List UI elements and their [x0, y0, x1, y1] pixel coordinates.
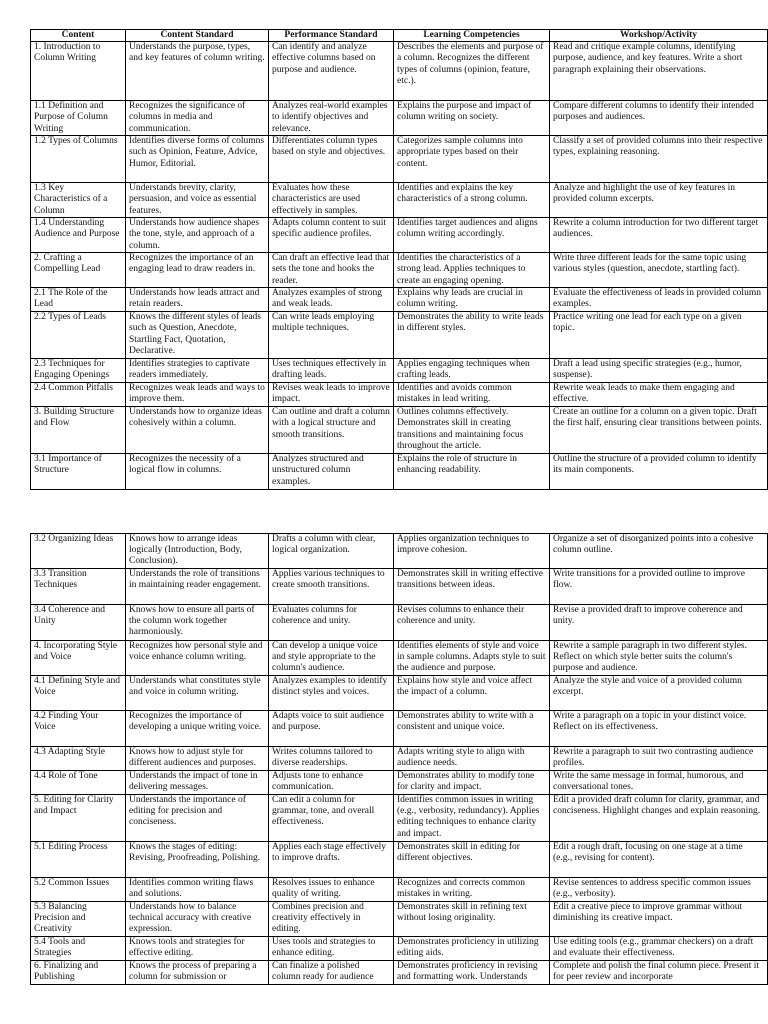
content-standard-cell: Recognizes the importance of developing a unique writing voice. — [126, 711, 269, 747]
content-standard-cell: Understands how to balance technical accuracy with creative expression. — [126, 902, 269, 937]
learning-competencies-cell: Identifies target audiences and aligns column writing accordingly. — [394, 218, 550, 253]
workshop-activity-cell: Practice writing one lead for each type on a given topic. — [550, 312, 768, 359]
workshop-activity-cell: Edit a rough draft, focusing on one stage at a time (e.g., revising for content). — [550, 842, 768, 878]
subtopic-row — [31, 136, 768, 183]
content-standard-cell: Knows how to ensure all parts of the column work together harmoniously. — [126, 605, 269, 641]
content-standard-cell: Recognizes the necessity of a logical flow in columns. — [126, 454, 269, 490]
content-cell: 3.1 Importance of Structure — [31, 454, 126, 490]
workshop-activity-cell: Edit a creative piece to improve grammar without diminishing its creative impact. — [550, 902, 768, 937]
performance-standard-cell: Can finalize a polished column ready for audience — [269, 961, 394, 985]
learning-competencies-cell: Identifies and explains the key characteristics of a strong column. — [394, 183, 550, 218]
curriculum-table-page-2 — [30, 533, 768, 985]
subtopic-row — [31, 359, 768, 383]
subtopic-row — [31, 183, 768, 218]
content-cell: 4.1 Defining Style and Voice — [31, 676, 126, 711]
content-cell: 1.1 Definition and Purpose of Column Writing — [31, 101, 126, 136]
table-body — [31, 42, 768, 490]
content-standard-cell: Understands the purpose, types, and key features of column writing. — [126, 42, 269, 101]
content-cell: 4.3 Adapting Style — [31, 747, 126, 771]
learning-competencies-cell: Demonstrates skill in writing effective transitions between ideas. — [394, 569, 550, 605]
subtopic-row — [31, 937, 768, 961]
content-cell: 3.2 Organizing Ideas — [31, 534, 126, 569]
learning-competencies-cell: Demonstrates the ability to write leads in different styles. — [394, 312, 550, 359]
performance-standard-cell: Evaluates columns for coherence and unity. — [269, 605, 394, 641]
workshop-activity-cell: Write three different leads for the same topic using various styles (question, anecdote, startling fact). — [550, 253, 768, 288]
subtopic-row — [31, 218, 768, 253]
content-cell: 5.2 Common Issues — [31, 878, 126, 902]
header-performance-standard: Performance Standard — [269, 30, 394, 42]
learning-competencies-cell: Identifies and avoids common mistakes in lead writing. — [394, 383, 550, 407]
content-standard-cell: Identifies diverse forms of columns such as Opinion, Feature, Advice, Humor, Editorial. — [126, 136, 269, 183]
workshop-activity-cell: Organize a set of disorganized points into a cohesive column outline. — [550, 534, 768, 569]
learning-competencies-cell: Explains the role of structure in enhancing readability. — [394, 454, 550, 490]
workshop-activity-cell: Read and critique example columns, identifying purpose, audience, and key features. Write a short paragraph explaining their observations. — [550, 42, 768, 101]
content-standard-cell: Understands how audience shapes the tone, style, and approach of a column. — [126, 218, 269, 253]
table-header-row — [31, 30, 768, 42]
performance-standard-cell: Can identify and analyze effective columns based on purpose and audience. — [269, 42, 394, 101]
content-standard-cell: Identifies strategies to captivate readers immediately. — [126, 359, 269, 383]
content-cell: 2.4 Common Pitfalls — [31, 383, 126, 407]
topic-row — [31, 641, 768, 676]
content-cell: 2.3 Techniques for Engaging Openings — [31, 359, 126, 383]
content-cell: 4.4 Role of Tone — [31, 771, 126, 795]
learning-competencies-cell: Explains why leads are crucial in column writing. — [394, 288, 550, 312]
subtopic-row — [31, 288, 768, 312]
topic-row — [31, 407, 768, 454]
performance-standard-cell: Can write leads employing multiple techniques. — [269, 312, 394, 359]
content-cell: 3.4 Coherence and Unity — [31, 605, 126, 641]
content-cell: 1. Introduction to Column Writing — [31, 42, 126, 101]
content-standard-cell: Recognizes weak leads and ways to improve them. — [126, 383, 269, 407]
content-standard-cell: Identifies common writing flaws and solutions. — [126, 878, 269, 902]
performance-standard-cell: Analyzes structured and unstructured column examples. — [269, 454, 394, 490]
workshop-activity-cell: Rewrite a column introduction for two different target audiences. — [550, 218, 768, 253]
content-standard-cell: Understands how leads attract and retain readers. — [126, 288, 269, 312]
table-body — [31, 534, 768, 985]
workshop-activity-cell: Complete and polish the final column piece. Present it for peer review and incorporate — [550, 961, 768, 985]
subtopic-row — [31, 383, 768, 407]
workshop-activity-cell: Compare different columns to identify their intended purposes and audiences. — [550, 101, 768, 136]
content-cell: 3. Building Structure and Flow — [31, 407, 126, 454]
performance-standard-cell: Uses techniques effectively in drafting leads. — [269, 359, 394, 383]
learning-competencies-cell: Revises columns to enhance their coherence and unity. — [394, 605, 550, 641]
content-cell: 5.4 Tools and Strategies — [31, 937, 126, 961]
content-standard-cell: Knows how to adjust style for different audiences and purposes. — [126, 747, 269, 771]
content-standard-cell: Understands the importance of editing for precision and conciseness. — [126, 795, 269, 842]
performance-standard-cell: Differentiates column types based on style and objectives. — [269, 136, 394, 183]
learning-competencies-cell: Demonstrates skill in refining text without losing originality. — [394, 902, 550, 937]
learning-competencies-cell: Demonstrates ability to modify tone for clarity and impact. — [394, 771, 550, 795]
workshop-activity-cell: Revise sentences to address specific common issues (e.g., verbosity). — [550, 878, 768, 902]
subtopic-row — [31, 842, 768, 878]
content-standard-cell: Knows tools and strategies for effective editing. — [126, 937, 269, 961]
learning-competencies-cell: Demonstrates proficiency in revising and formatting work. Understands — [394, 961, 550, 985]
subtopic-row — [31, 902, 768, 937]
workshop-activity-cell: Rewrite a sample paragraph in two different styles. Reflect on which style better suits the column's purpose and audience. — [550, 641, 768, 676]
learning-competencies-cell: Explains the purpose and impact of column writing on society. — [394, 101, 550, 136]
subtopic-row — [31, 878, 768, 902]
subtopic-row — [31, 534, 768, 569]
performance-standard-cell: Combines precision and creativity effectively in editing. — [269, 902, 394, 937]
workshop-activity-cell: Outline the structure of a provided column to identify its main components. — [550, 454, 768, 490]
content-cell: 1.3 Key Characteristics of a Column — [31, 183, 126, 218]
workshop-activity-cell: Rewrite a paragraph to suit two contrasting audience profiles. — [550, 747, 768, 771]
performance-standard-cell: Uses tools and strategies to enhance editing. — [269, 937, 394, 961]
header-content: Content — [31, 30, 126, 42]
performance-standard-cell: Analyzes real-world examples to identify objectives and relevance. — [269, 101, 394, 136]
subtopic-row — [31, 605, 768, 641]
content-cell: 2.2 Types of Leads — [31, 312, 126, 359]
performance-standard-cell: Analyzes examples to identify distinct styles and voices. — [269, 676, 394, 711]
learning-competencies-cell: Demonstrates proficiency in utilizing editing aids. — [394, 937, 550, 961]
content-cell: 3.3 Transition Techniques — [31, 569, 126, 605]
content-standard-cell: Recognizes the importance of an engaging lead to draw readers in. — [126, 253, 269, 288]
workshop-activity-cell: Write a paragraph on a topic in your distinct voice. Reflect on its effectiveness. — [550, 711, 768, 747]
subtopic-row — [31, 711, 768, 747]
workshop-activity-cell: Analyze the style and voice of a provided column excerpt. — [550, 676, 768, 711]
performance-standard-cell: Drafts a column with clear, logical organization. — [269, 534, 394, 569]
learning-competencies-cell: Identifies elements of style and voice in sample columns. Adapts style to suit the audience and purpose. — [394, 641, 550, 676]
workshop-activity-cell: Write the same message in formal, humorous, and conversational tones. — [550, 771, 768, 795]
topic-row — [31, 253, 768, 288]
content-standard-cell: Understands the impact of tone in delivering messages. — [126, 771, 269, 795]
learning-competencies-cell: Applies organization techniques to improve cohesion. — [394, 534, 550, 569]
workshop-activity-cell: Classify a set of provided columns into their respective types, explaining reasoning. — [550, 136, 768, 183]
performance-standard-cell: Resolves issues to enhance quality of writing. — [269, 878, 394, 902]
learning-competencies-cell: Applies engaging techniques when crafting leads. — [394, 359, 550, 383]
content-standard-cell: Recognizes how personal style and voice enhance column writing. — [126, 641, 269, 676]
content-standard-cell: Understands the role of transitions in maintaining reader engagement. — [126, 569, 269, 605]
workshop-activity-cell: Analyze and highlight the use of key features in provided column excerpts. — [550, 183, 768, 218]
workshop-activity-cell: Draft a lead using specific strategies (e.g., humor, suspense). — [550, 359, 768, 383]
performance-standard-cell: Adjusts tone to enhance communication. — [269, 771, 394, 795]
learning-competencies-cell: Explains how style and voice affect the impact of a column. — [394, 676, 550, 711]
performance-standard-cell: Adapts column content to suit specific audience profiles. — [269, 218, 394, 253]
performance-standard-cell: Revises weak leads to improve impact. — [269, 383, 394, 407]
topic-row — [31, 795, 768, 842]
workshop-activity-cell: Revise a provided draft to improve coherence and unity. — [550, 605, 768, 641]
content-standard-cell: Understands what constitutes style and voice in column writing. — [126, 676, 269, 711]
workshop-activity-cell: Use editing tools (e.g., grammar checkers) on a draft and evaluate their effectiveness. — [550, 937, 768, 961]
content-standard-cell: Understands brevity, clarity, persuasion, and voice as essential features. — [126, 183, 269, 218]
content-cell: 5. Editing for Clarity and Impact — [31, 795, 126, 842]
performance-standard-cell: Analyzes examples of strong and weak leads. — [269, 288, 394, 312]
content-standard-cell: Knows the process of preparing a column for submission or — [126, 961, 269, 985]
performance-standard-cell: Can develop a unique voice and style appropriate to the column's audience. — [269, 641, 394, 676]
content-cell: 1.4 Understanding Audience and Purpose — [31, 218, 126, 253]
performance-standard-cell: Can outline and draft a column with a logical structure and smooth transitions. — [269, 407, 394, 454]
learning-competencies-cell: Adapts writing style to align with audience needs. — [394, 747, 550, 771]
performance-standard-cell: Evaluates how these characteristics are used effectively in samples. — [269, 183, 394, 218]
topic-row — [31, 961, 768, 985]
performance-standard-cell: Adapts voice to suit audience and purpose. — [269, 711, 394, 747]
subtopic-row — [31, 569, 768, 605]
workshop-activity-cell: Edit a provided draft column for clarity, grammar, and conciseness. Highlight changes and explain reasoning. — [550, 795, 768, 842]
subtopic-row — [31, 312, 768, 359]
subtopic-row — [31, 454, 768, 490]
performance-standard-cell: Can draft an effective lead that sets the tone and hooks the reader. — [269, 253, 394, 288]
header-learning-competencies: Learning Competencies — [394, 30, 550, 42]
performance-standard-cell: Writes columns tailored to diverse readerships. — [269, 747, 394, 771]
content-cell: 5.1 Editing Process — [31, 842, 126, 878]
header-content-standard: Content Standard — [126, 30, 269, 42]
subtopic-row — [31, 771, 768, 795]
subtopic-row — [31, 676, 768, 711]
learning-competencies-cell: Outlines columns effectively. Demonstrates skill in creating transitions and maintaining focus throughout the article. — [394, 407, 550, 454]
learning-competencies-cell: Demonstrates skill in editing for different objectives. — [394, 842, 550, 878]
content-standard-cell: Knows the different styles of leads such as Question, Anecdote, Startling Fact, Quotation, Declarative. — [126, 312, 269, 359]
content-cell: 4.2 Finding Your Voice — [31, 711, 126, 747]
content-standard-cell: Knows how to arrange ideas logically (Introduction, Body, Conclusion). — [126, 534, 269, 569]
content-standard-cell: Recognizes the significance of columns in media and communication. — [126, 101, 269, 136]
learning-competencies-cell: Identifies common issues in writing (e.g., verbosity, redundancy). Applies editing techniques to enhance clarity and impact. — [394, 795, 550, 842]
learning-competencies-cell: Categorizes sample columns into appropriate types based on their content. — [394, 136, 550, 183]
content-cell: 1.2 Types of Columns — [31, 136, 126, 183]
learning-competencies-cell: Describes the elements and purpose of a column. Recognizes the different types of columns (opinion, feature, etc.). — [394, 42, 550, 101]
performance-standard-cell: Can edit a column for grammar, tone, and overall effectiveness. — [269, 795, 394, 842]
performance-standard-cell: Applies various techniques to create smooth transitions. — [269, 569, 394, 605]
workshop-activity-cell: Create an outline for a column on a given topic. Draft the first half, ensuring clear transitions between points. — [550, 407, 768, 454]
content-standard-cell: Understands how to organize ideas cohesively within a column. — [126, 407, 269, 454]
content-cell: 4. Incorporating Style and Voice — [31, 641, 126, 676]
learning-competencies-cell: Identifies the characteristics of a strong lead. Applies techniques to create an engaging opening. — [394, 253, 550, 288]
content-cell: 2.1 The Role of the Lead — [31, 288, 126, 312]
topic-row — [31, 42, 768, 101]
learning-competencies-cell: Demonstrates ability to write with a consistent and unique voice. — [394, 711, 550, 747]
workshop-activity-cell: Rewrite weak leads to make them engaging and effective. — [550, 383, 768, 407]
learning-competencies-cell: Recognizes and corrects common mistakes in writing. — [394, 878, 550, 902]
content-standard-cell: Knows the stages of editing: Revising, Proofreading, Polishing. — [126, 842, 269, 878]
curriculum-table-page-1 — [30, 29, 768, 490]
subtopic-row — [31, 101, 768, 136]
content-cell: 2. Crafting a Compelling Lead — [31, 253, 126, 288]
content-cell: 5.3 Balancing Precision and Creativity — [31, 902, 126, 937]
performance-standard-cell: Applies each stage effectively to improve drafts. — [269, 842, 394, 878]
subtopic-row — [31, 747, 768, 771]
content-cell: 6. Finalizing and Publishing — [31, 961, 126, 985]
workshop-activity-cell: Write transitions for a provided outline to improve flow. — [550, 569, 768, 605]
workshop-activity-cell: Evaluate the effectiveness of leads in provided column examples. — [550, 288, 768, 312]
header-workshop-activity: Workshop/Activity — [550, 30, 768, 42]
